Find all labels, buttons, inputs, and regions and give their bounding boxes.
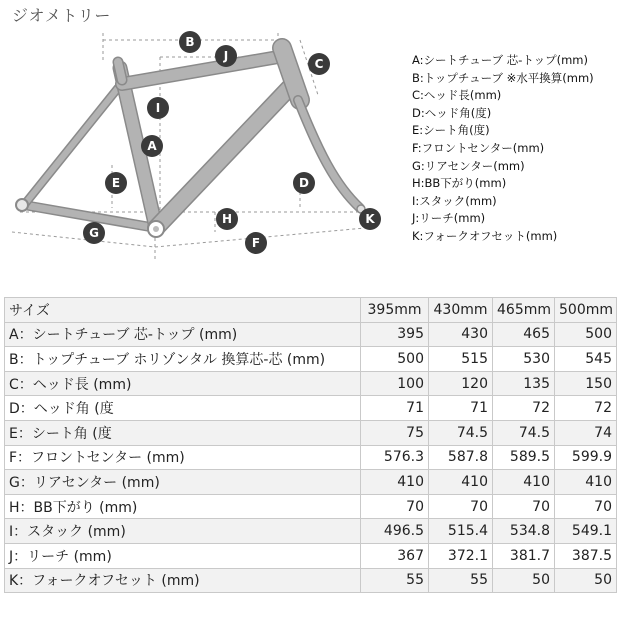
page-title: ジオメトリー	[12, 6, 111, 25]
svg-text:C: C	[314, 57, 324, 71]
table-row	[5, 470, 617, 495]
table-header-row	[5, 298, 617, 323]
geometry-diagram	[0, 0, 410, 295]
value-cell: 55	[361, 568, 429, 593]
value-cell: 465	[493, 322, 555, 347]
table-row	[5, 322, 617, 347]
value-cell: 500	[555, 322, 617, 347]
value-cell: 496.5	[361, 519, 429, 544]
badge-g	[83, 222, 105, 244]
legend-item-f: F:フロントセンター(mm)	[412, 140, 545, 155]
value-cell: 599.9	[555, 445, 617, 470]
value-cell: 71	[429, 396, 493, 421]
table-row	[5, 543, 617, 568]
value-cell: 135	[493, 371, 555, 396]
table-header-cell: 500mm	[555, 298, 617, 323]
table-header-cell: 395mm	[361, 298, 429, 323]
value-cell: 410	[361, 470, 429, 495]
table-header-cell: サイズ	[5, 298, 361, 323]
badge-i	[147, 97, 169, 119]
row-label-cell: B：トップチューブ ホリゾンタル 換算芯-芯 (mm)	[5, 347, 361, 372]
value-cell: 74	[555, 420, 617, 445]
table-header-cell: 430mm	[429, 298, 493, 323]
table-row	[5, 519, 617, 544]
row-label-cell: H：BB下がり (mm)	[5, 494, 361, 519]
svg-text:A: A	[147, 139, 157, 153]
value-cell: 515	[429, 347, 493, 372]
row-label-cell: K：フォークオフセット (mm)	[5, 568, 361, 593]
row-label-cell: E：シート角 (度	[5, 420, 361, 445]
row-label-cell: J：リーチ (mm)	[5, 543, 361, 568]
table-row	[5, 568, 617, 593]
value-cell: 70	[555, 494, 617, 519]
badge-a	[141, 135, 163, 157]
value-cell: 589.5	[493, 445, 555, 470]
table-row	[5, 420, 617, 445]
table-row	[5, 396, 617, 421]
value-cell: 534.8	[493, 519, 555, 544]
value-cell: 410	[493, 470, 555, 495]
badge-e	[105, 172, 127, 194]
table-row	[5, 371, 617, 396]
svg-text:E: E	[111, 176, 121, 190]
legend-item-k: K:フォークオフセット(mm)	[412, 228, 558, 243]
row-label-cell: F：フロントセンター (mm)	[5, 445, 361, 470]
value-cell: 587.8	[429, 445, 493, 470]
row-label-cell: C：ヘッド長 (mm)	[5, 371, 361, 396]
legend-item-b: B:トップチューブ ※水平換算(mm)	[412, 70, 594, 85]
table-row	[5, 494, 617, 519]
row-label-cell: A：シートチューブ 芯-トップ (mm)	[5, 322, 361, 347]
value-cell: 549.1	[555, 519, 617, 544]
value-cell: 71	[361, 396, 429, 421]
value-cell: 395	[361, 322, 429, 347]
badge-k	[359, 208, 381, 230]
badge-d	[293, 172, 315, 194]
table-header-cell: 465mm	[493, 298, 555, 323]
value-cell: 381.7	[493, 543, 555, 568]
value-cell: 74.5	[493, 420, 555, 445]
value-cell: 387.5	[555, 543, 617, 568]
badge-h	[216, 208, 238, 230]
value-cell: 75	[361, 420, 429, 445]
legend-item-d: D:ヘッド角(度)	[412, 105, 492, 120]
value-cell: 530	[493, 347, 555, 372]
value-cell: 545	[555, 347, 617, 372]
geometry-legend	[412, 52, 594, 246]
legend-item-e: E:シート角(度)	[412, 123, 490, 138]
value-cell: 372.1	[429, 543, 493, 568]
svg-text:K: K	[365, 212, 375, 226]
row-label-cell: D：ヘッド角 (度	[5, 396, 361, 421]
value-cell: 50	[493, 568, 555, 593]
value-cell: 515.4	[429, 519, 493, 544]
value-cell: 430	[429, 322, 493, 347]
badge-b	[179, 31, 201, 53]
value-cell: 72	[555, 396, 617, 421]
svg-text:I: I	[155, 101, 161, 115]
value-cell: 410	[555, 470, 617, 495]
value-cell: 100	[361, 371, 429, 396]
geometry-spec-table	[4, 297, 617, 593]
value-cell: 74.5	[429, 420, 493, 445]
badge-c	[308, 53, 330, 75]
row-label-cell: I：スタック (mm)	[5, 519, 361, 544]
value-cell: 367	[361, 543, 429, 568]
value-cell: 72	[493, 396, 555, 421]
value-cell: 576.3	[361, 445, 429, 470]
value-cell: 50	[555, 568, 617, 593]
svg-text:D: D	[299, 176, 309, 190]
legend-item-h: H:BB下がり(mm)	[412, 176, 507, 191]
value-cell: 410	[429, 470, 493, 495]
value-cell: 150	[555, 371, 617, 396]
badge-f	[245, 232, 267, 254]
legend-item-i: I:スタック(mm)	[412, 193, 497, 208]
legend-item-g: G:リアセンター(mm)	[412, 158, 525, 173]
svg-text:F: F	[251, 236, 261, 250]
value-cell: 70	[429, 494, 493, 519]
legend-item-a: A:シートチューブ 芯-トップ(mm)	[412, 53, 588, 67]
table-row	[5, 445, 617, 470]
table-body	[5, 322, 617, 593]
legend-item-j: J:リーチ(mm)	[412, 211, 486, 226]
value-cell: 500	[361, 347, 429, 372]
svg-text:J: J	[223, 49, 229, 63]
svg-text:B: B	[185, 35, 195, 49]
row-label-cell: G：リアセンター (mm)	[5, 470, 361, 495]
legend-item-c: C:ヘッド長(mm)	[412, 88, 502, 103]
table-row	[5, 347, 617, 372]
svg-text:H: H	[221, 212, 233, 226]
value-cell: 70	[361, 494, 429, 519]
value-cell: 55	[429, 568, 493, 593]
value-cell: 120	[429, 371, 493, 396]
bike-frame	[16, 48, 365, 237]
rear-dropout	[16, 199, 28, 211]
value-cell: 70	[493, 494, 555, 519]
badge-j	[215, 45, 237, 67]
svg-text:G: G	[89, 226, 99, 240]
